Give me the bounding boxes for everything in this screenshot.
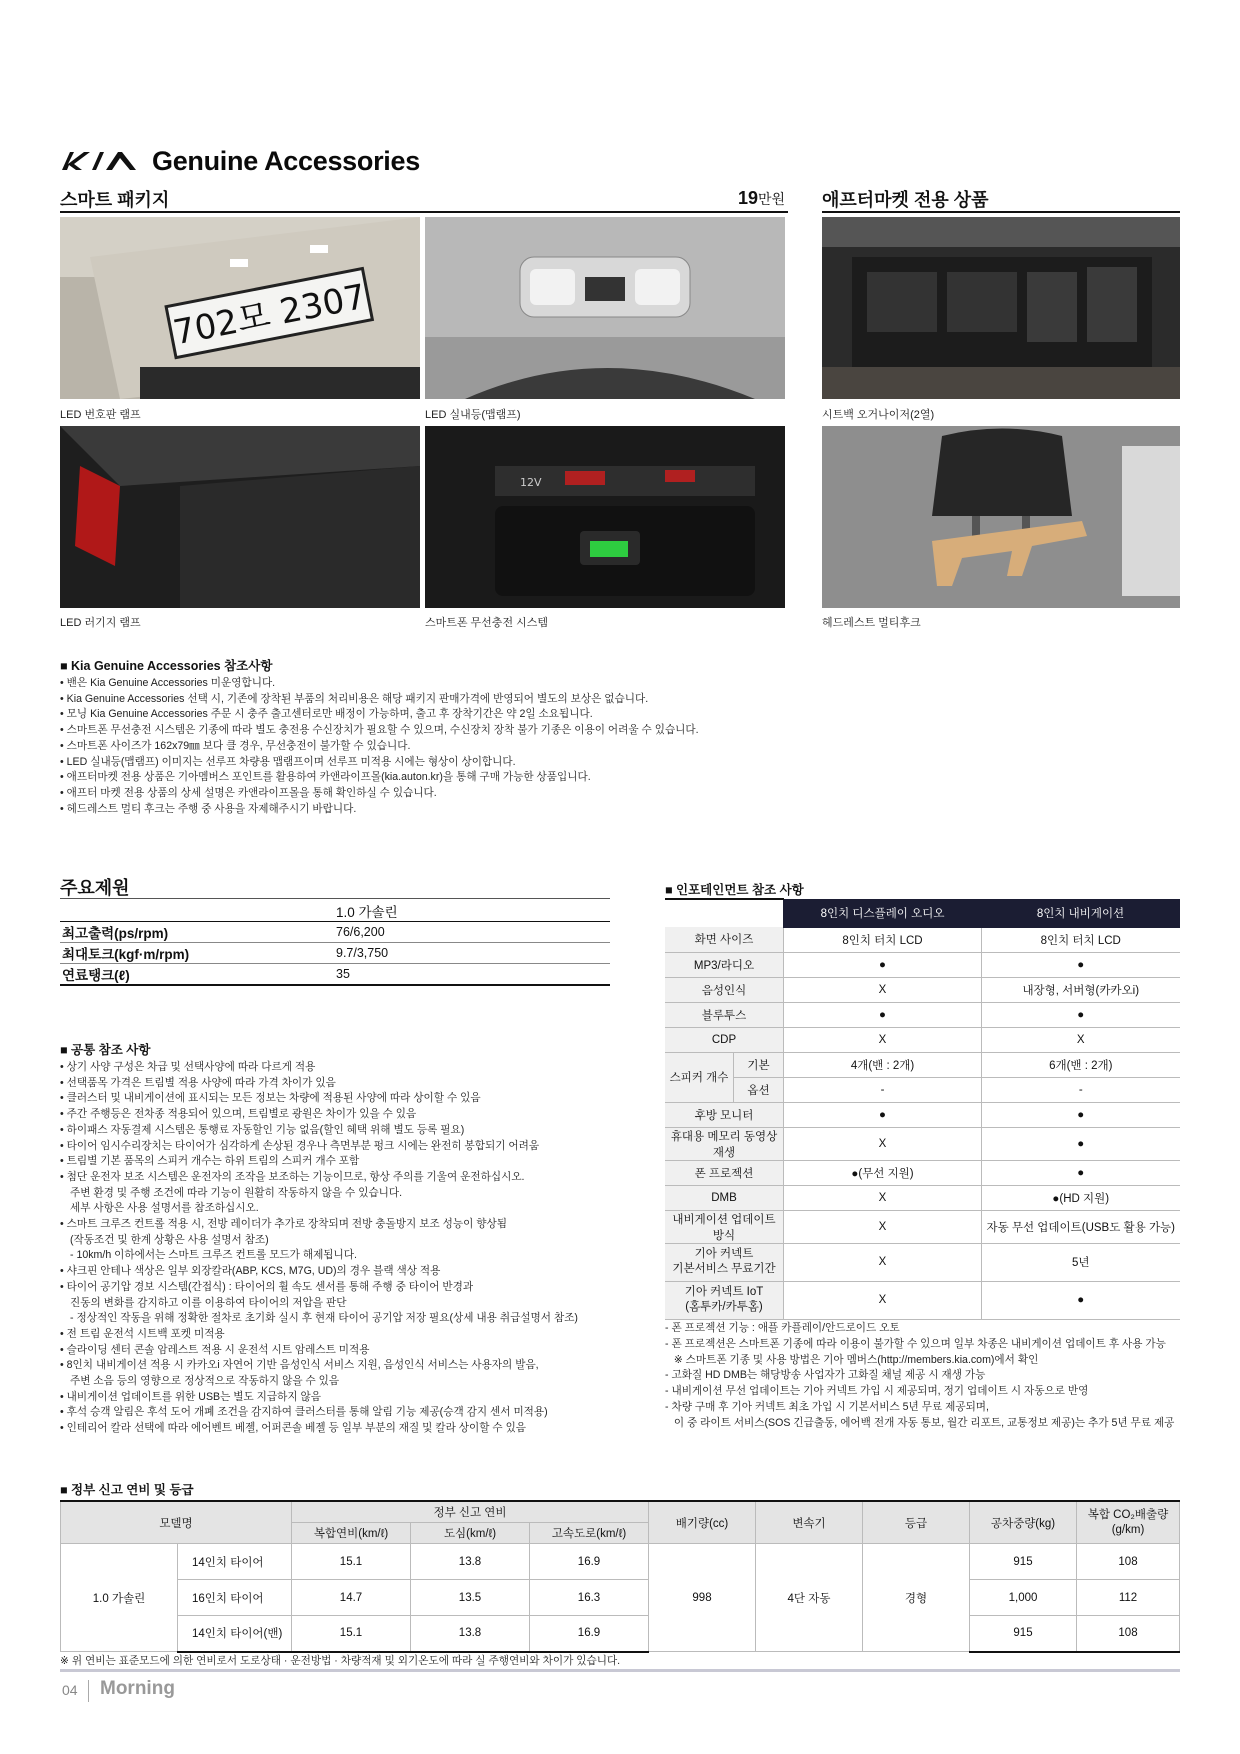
aftermarket-title: 애프터마켓 전용 상품 xyxy=(822,190,989,210)
accessories-notes-list xyxy=(60,676,1060,817)
smart-package-price: 19만원 xyxy=(738,188,786,208)
seatback-organizer-photo xyxy=(822,217,1180,399)
list-item: • 애프터마켓 전용 상품은 기아멤버스 포인트를 활용하여 카앤라이프몰(kia.auton.kr)을 통해 구매 가능한 상품입니다. xyxy=(60,770,1060,786)
list-item: • 슬라이딩 센터 콘솔 암레스트 적용 시 운전석 시트 암레스트 미적용 xyxy=(60,1343,640,1359)
smart-package-title: 스마트 패키지 xyxy=(60,190,170,210)
note-line: - 내비게이션 무선 업데이트는 기아 커넥트 가입 시 제공되며, 정기 업데이트 시 자동으로 반영 xyxy=(665,1385,1089,1398)
table-row: 기아 커넥트 기본서비스 무료기간 X 5년 xyxy=(665,1243,1180,1281)
specs-title: 주요제원 xyxy=(60,878,130,898)
table-row: 화면 사이즈 8인치 터치 LCD 8인치 터치 LCD xyxy=(665,927,1180,952)
list-item: • 내비게이션 업데이트를 위한 USB는 별도 지급하지 않음 xyxy=(60,1390,640,1406)
list-item: • 스마트폰 사이즈가 162x79㎜ 보다 클 경우, 무선충전이 불가할 수 있습니다. xyxy=(60,739,1060,755)
caption-led-plate-lamp: LED 번호판 램프 xyxy=(60,409,141,421)
list-item: - 정상적인 작동을 위해 정확한 절차로 초기화 실시 후 현재 타이어 공기압 저장 필요(상세 내용 취급설명서 참조) xyxy=(70,1312,578,1325)
footer-divider xyxy=(60,1669,1180,1672)
table-row: 스피커 개수 기본 4개(밴 : 2개) 6개(밴 : 2개) xyxy=(665,1052,1180,1077)
fuel-footnote: ※ 위 연비는 표준모드에 의한 연비로서 도로상태 · 운전방법 · 차량적재 및 외기온도에 따라 실 주행연비와 차이가 있습니다. xyxy=(60,1655,621,1667)
list-item: • 상기 사양 구성은 차급 및 선택사양에 따라 다르게 적용 xyxy=(60,1060,640,1076)
list-item: - 10km/h 이하에서는 스마트 크루즈 컨트롤 모드가 해제됩니다. xyxy=(70,1249,357,1262)
footer-model-name: Morning xyxy=(100,1678,175,1699)
specs-column-header: 1.0 가솔린 xyxy=(334,901,610,922)
list-item: 주변 소음 등의 영향으로 정상적으로 작동하지 않을 수 있음 xyxy=(70,1375,340,1388)
caption-headrest-hook: 헤드레스트 멀티후크 xyxy=(822,617,921,629)
note-line: - 차량 구매 후 기아 커넥트 최초 가입 시 기본서비스 5년 무료 제공되며, xyxy=(665,1400,989,1413)
table-row: 블루투스 ● ● xyxy=(665,1002,1180,1027)
smart-package-rule xyxy=(60,211,788,213)
caption-led-luggage-lamp: LED 러기지 램프 xyxy=(60,617,141,629)
page-number: 04 xyxy=(62,1682,78,1698)
footer-separator xyxy=(88,1680,89,1702)
caption-wireless-charging: 스마트폰 무선충전 시스템 xyxy=(425,617,548,629)
led-luggage-lamp-photo xyxy=(60,426,420,608)
fuel-title: ■ 정부 신고 연비 및 등급 xyxy=(60,1483,194,1497)
table-row: MP3/라디오 ● ● xyxy=(665,952,1180,977)
list-item: • 인테리어 칼라 선택에 따라 에어벤트 베젤, 어퍼콘솔 베젤 등 일부 부분의 재질 및 칼라 상이할 수 있음 xyxy=(60,1421,640,1437)
note-line: 이 중 라이트 서비스(SOS 긴급출동, 에어백 전개 자동 통보, 월간 리포트, 교통정보 제공)는 추가 5년 무료 제공 xyxy=(665,1416,1175,1429)
table-row: 내비게이션 업데이트 방식 X 자동 무선 업데이트(USB도 활용 가능) xyxy=(665,1210,1180,1243)
list-item: • 타이어 임시수리장치는 타이어가 심각하게 손상된 경우나 측면부분 펑크 시에는 완전히 봉합되기 어려움 xyxy=(60,1139,640,1155)
list-item: (작동조건 및 한계 상황은 사용 설명서 참조) xyxy=(70,1233,269,1246)
specs-rule xyxy=(60,898,610,899)
table-row: 후방 모니터 ● ● xyxy=(665,1102,1180,1127)
list-item: • 후석 승객 알림은 후석 도어 개폐 조건을 감지하여 클러스터를 통해 알림 기능 제공(승객 감지 센서 미적용) xyxy=(60,1405,640,1421)
plate-text: 702모 2307 xyxy=(170,276,370,354)
infotainment-table xyxy=(665,898,1180,1320)
led-plate-lamp-photo xyxy=(60,217,420,399)
header-display-audio: 8인치 디스플레이 오디오 xyxy=(784,899,982,927)
list-item: • Kia Genuine Accessories 선택 시, 기존에 장착된 부품의 처리비용은 해당 패키지 판매가격에 반영되어 별도의 보상은 없습니다. xyxy=(60,692,1060,708)
table-row: 음성인식 X 내장형, 서버형(카카오i) xyxy=(665,977,1180,1002)
list-item: • 클러스터 및 내비게이션에 표시되는 모든 정보는 차량에 적용된 사양에 따라 상이할 수 있음 xyxy=(60,1091,640,1107)
infotainment-notes xyxy=(665,1321,1185,1432)
table-row: 폰 프로젝션 ●(무선 지원) ● xyxy=(665,1160,1180,1185)
header-navigation: 8인치 내비게이션 xyxy=(982,899,1180,927)
accessories-notes-title: ■ Kia Genuine Accessories 참조사항 xyxy=(60,659,273,673)
specs-table xyxy=(60,901,610,986)
list-item: • 모닝 Kia Genuine Accessories 주문 시 충주 출고센터로만 배정이 가능하며, 출고 후 장착기간은 약 2일 소요됩니다. xyxy=(60,707,1060,723)
note-line: ※ 스마트폰 기종 및 사용 방법은 기아 멤버스(http://members.kia.com)에서 확인 xyxy=(665,1353,1039,1366)
list-item: • LED 실내등(맵램프) 이미지는 선루프 차량용 맵램프이며 선루프 미적용 시에는 형상이 상이합니다. xyxy=(60,755,1060,771)
note-line: - 고화질 HD DMB는 해당방송 사업자가 고화질 채널 제공 시 재생 가능 xyxy=(665,1369,986,1382)
list-item: • 헤드레스트 멀티 후크는 주행 중 사용을 자제해주시기 바랍니다. xyxy=(60,802,1060,818)
list-item: • 스마트폰 무선충전 시스템은 기종에 따라 별도 충전용 수신장치가 필요할 수 있으며, 수신장치 장착 불가 기종은 이용이 어려울 수 있습니다. xyxy=(60,723,1060,739)
table-row: 기아 커넥트 IoT (홈투카/카투홈) X ● xyxy=(665,1281,1180,1319)
list-item: • 선택품목 가격은 트림별 적용 사양에 따라 가격 차이가 있음 xyxy=(60,1076,640,1092)
table-row: 최대토크(kgf·m/rpm) 9.7/3,750 xyxy=(60,943,610,964)
caption-seatback-organizer: 시트백 오거나이저(2열) xyxy=(822,409,935,421)
list-item: • 8인치 내비게이션 적용 시 카카오i 자연어 기반 음성인식 서비스 지원, 음성인식 서비스는 사용자의 발음, xyxy=(60,1358,640,1374)
list-item: • 전 트림 운전석 시트백 포켓 미적용 xyxy=(60,1327,640,1343)
table-row: 1.0 가솔린 14인치 타이어 15.1 13.8 16.9 998 4단 자동 경형 915 108 xyxy=(61,1544,1180,1580)
wireless-charging-photo xyxy=(425,426,785,608)
table-row: DMB X ●(HD 지원) xyxy=(665,1185,1180,1210)
photo-label-12v: 12V xyxy=(520,476,542,489)
fuel-table: 모델명 정부 신고 연비 배기량(cc) 변속기 등급 공차중량(kg) 복합 CO₂배출량 (g/km) 복합연비(km/ℓ) 도심(km/ℓ) 고속도로(km/ℓ) 1.0 가솔린 14인치 타이어 15.1 13.8 16.9 998 4단 자동 경형 915 108 16인치 타이어 14.7 13.5 16.3 1,000 112 14인치 타이어(밴) 15.1 13.8 16.9 915 108 xyxy=(60,1500,1180,1653)
table-row: CDP X X xyxy=(665,1027,1180,1052)
list-item: • 첨단 운전자 보조 시스템은 운전자의 조작을 보조하는 기능이므로, 항상 주의를 기울여 운전하십시오. xyxy=(60,1170,640,1186)
caption-led-map-lamp: LED 실내등(맵램프) xyxy=(425,409,521,421)
aftermarket-rule xyxy=(822,211,1180,213)
table-row: 최고출력(ps/rpm) 76/6,200 xyxy=(60,922,610,943)
list-item: • 밴은 Kia Genuine Accessories 미운영합니다. xyxy=(60,676,1060,692)
list-item: • 트림별 기본 품목의 스피커 개수는 하위 트림의 스피커 개수 포함 xyxy=(60,1154,640,1170)
table-row: 휴대용 메모리 동영상 재생 X ● xyxy=(665,1127,1180,1160)
table-row: 연료탱크(ℓ) 35 xyxy=(60,964,610,986)
brand-header xyxy=(60,144,420,178)
list-item: 세부 사항은 사용 설명서를 참조하십시오. xyxy=(70,1202,259,1215)
table-row: 16인치 타이어 14.7 13.5 16.3 1,000 112 xyxy=(61,1580,1180,1616)
list-item: • 스마트 크루즈 컨트롤 적용 시, 전방 레이더가 추가로 장착되며 전방 충돌방지 보조 성능이 향상됨 xyxy=(60,1217,640,1233)
list-item: • 타이어 공기압 경보 시스템(간접식) : 타이어의 휠 속도 센서를 통해 주행 중 타이어 반경과 xyxy=(60,1280,640,1296)
brand-title: Genuine Accessories xyxy=(152,145,420,176)
common-notes-title: ■ 공통 참조 사항 xyxy=(60,1043,151,1057)
headrest-hook-photo xyxy=(822,426,1180,608)
list-item: 주변 환경 및 주행 조건에 따라 기능이 원활히 작동하지 않을 수 있습니다. xyxy=(70,1186,403,1199)
list-item: • 주간 주행등은 전차종 적용되어 있으며, 트림별로 광원은 차이가 있을 수 있음 xyxy=(60,1107,640,1123)
table-row: 14인치 타이어(밴) 15.1 13.8 16.9 915 108 xyxy=(61,1616,1180,1652)
led-map-lamp-photo xyxy=(425,217,785,399)
list-item: • 하이패스 자동결제 시스템은 통행료 자동할인 기능 없음(할인 혜택 위해 별도 등록 필요) xyxy=(60,1123,640,1139)
infotainment-title: ■ 인포테인먼트 참조 사항 xyxy=(665,883,804,897)
list-item: • 샤크핀 안테나 색상은 일부 외장칼라(ABP, KCS, M7G, UD)의 경우 블랙 색상 적용 xyxy=(60,1264,640,1280)
list-item: • 애프터 마켓 전용 상품의 상세 설명은 카앤라이프몰을 통해 확인하실 수 있습니다. xyxy=(60,786,1060,802)
common-notes-list xyxy=(60,1060,640,1437)
table-row: 옵션 - - xyxy=(665,1077,1180,1102)
note-line: - 폰 프로젝션은 스마트폰 기종에 따라 이용이 불가할 수 있으며 일부 차종은 내비게이션 업데이트 후 사용 가능 xyxy=(665,1337,1166,1350)
list-item: 진동의 변화를 감지하고 이를 이용하여 타이어의 저압을 판단 xyxy=(70,1296,347,1309)
kia-logo-icon xyxy=(60,150,138,172)
note-line: - 폰 프로젝션 기능 : 애플 카플레이/안드로이드 오토 xyxy=(665,1322,900,1334)
